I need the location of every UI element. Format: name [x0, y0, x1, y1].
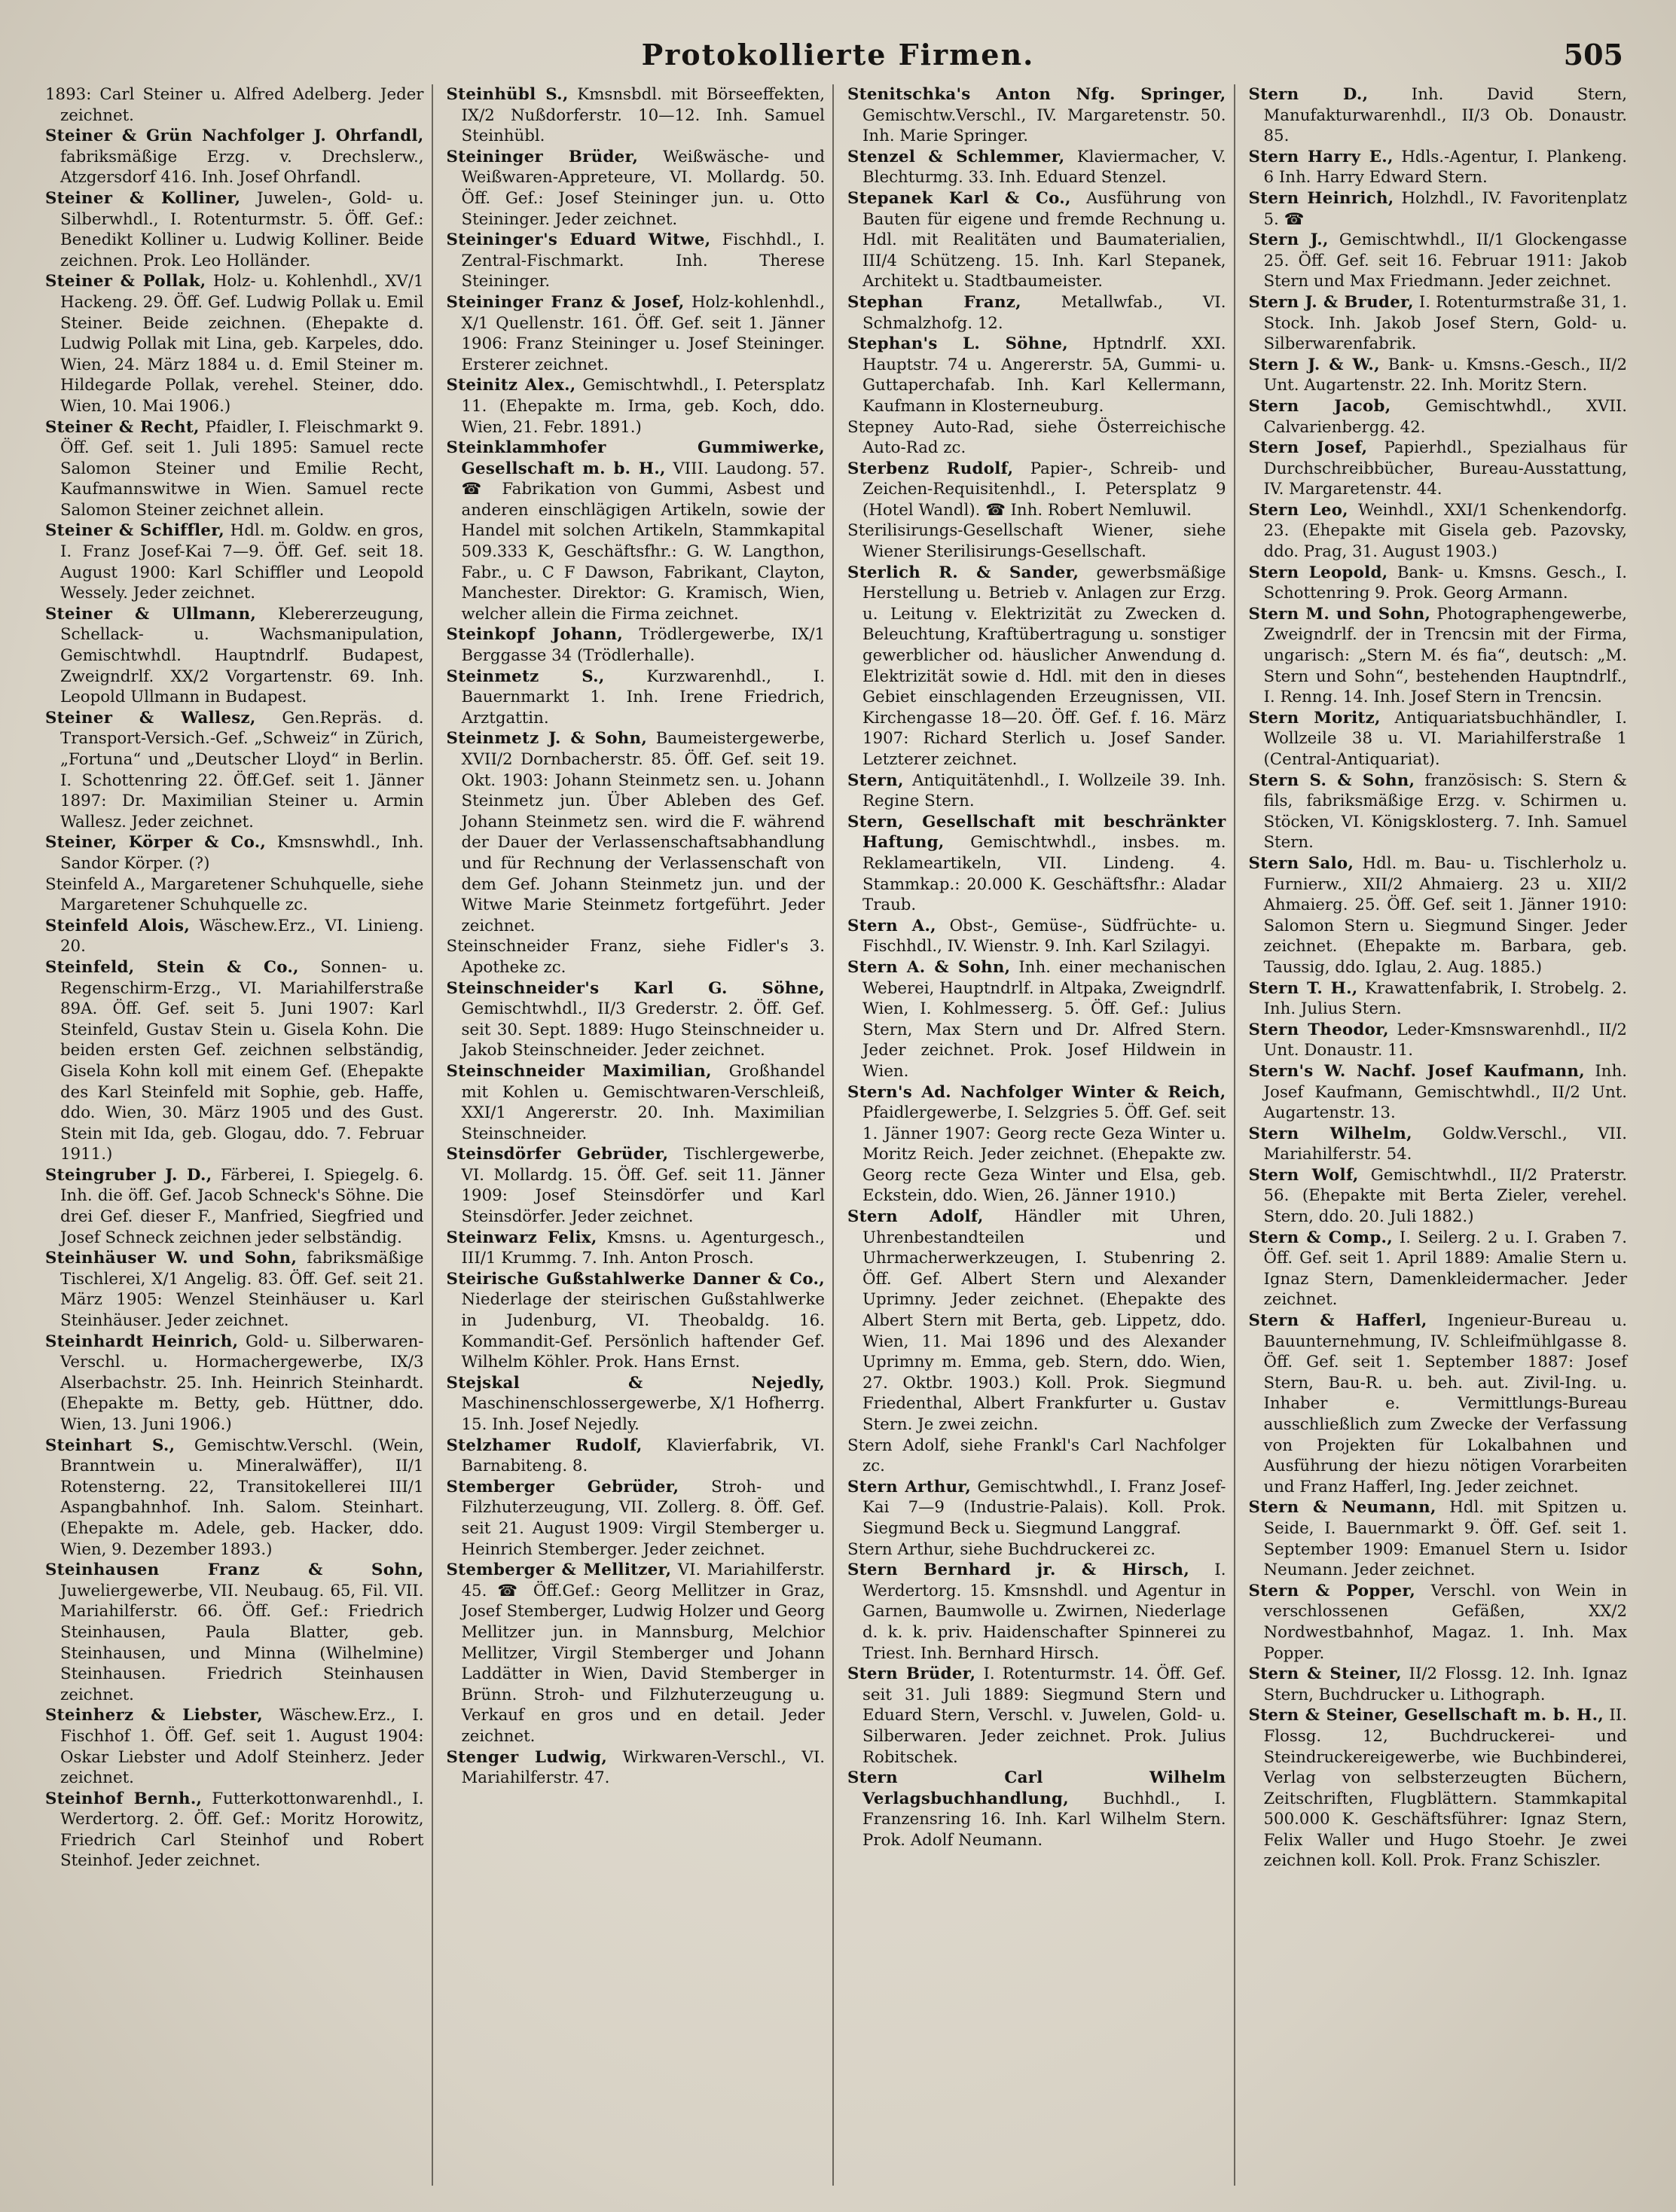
- firm-details: Gemischtwhdl., insbes. m. Reklameartikeln, VII. Lindeng. 4. Stammkap.: 20.000 K. Geschäftsfhr.: Aladar Traub.: [862, 833, 1226, 915]
- firm-details: Wäschew.Erz., VI. Linieng. 20.: [60, 916, 424, 956]
- firm-entry: [847, 1207, 1226, 1436]
- firm-entry: [447, 147, 826, 230]
- firm-name: Stern D.,: [1248, 85, 1369, 104]
- firm-entry: [847, 1436, 1226, 1477]
- firm-name: Steininger Brüder,: [446, 147, 639, 166]
- firm-details: Großhandel mit Kohlen u. Gemischtwaren-Verschleiß, XXI/1 Angererstr. 20. Inh. Maximilian Steinschneider.: [461, 1061, 826, 1143]
- firm-name: Steiner & Schiffler,: [45, 521, 224, 541]
- firm-details: Holzhdl., IV. Favoritenplatz 5. ☎: [1263, 188, 1627, 229]
- firm-details: Gold- u. Silberwaren-Verschl. u. Hormachergewerbe, IX/3 Alserbachstr. 25. Inh. Heinrich Steinhardt. (Ehepakte m. Betty, geb. Hüttner, ddo. Wien, 13. Juni 1906.): [60, 1332, 424, 1434]
- firm-name: Steinhübl S.,: [446, 85, 569, 104]
- firm-entry: [847, 957, 1226, 1082]
- firm-details: Inh. Josef Kaufmann, Gemischtwhdl., II/2 Unt. Augartenstr. 13.: [1263, 1061, 1627, 1123]
- firm-entry: [1249, 438, 1628, 500]
- firm-details: Juweliergewerbe, VII. Neubaug. 65, Fil. VII. Mariahilferstr. 66. Öff. Gef.: Friedrich Steinhausen, Paula Blatter, geb. Steinhausen, und Minna (Wilhelmine) Steinhausen. Friedrich Steinhausen zeichnet.: [60, 1581, 424, 1704]
- firm-details: Metallwfab., VI. Schmalzhofg. 12.: [862, 292, 1226, 333]
- firm-entry: [45, 1248, 424, 1331]
- firm-entry: [847, 147, 1226, 188]
- firm-details: Stepney Auto-Rad, siehe Österreichische Auto-Rad zc.: [847, 417, 1226, 458]
- firm-entry: [847, 334, 1226, 416]
- firm-name: Steiner & Grün Nachfolger J. Ohrfandl,: [45, 127, 424, 146]
- firm-name: Stern & Neumann,: [1248, 1498, 1436, 1518]
- firm-details: Gemischtwhdl., XVII. Calvarienbergg. 42.: [1263, 396, 1628, 437]
- firm-details: Klavierfabrik, VI. Barnabiteng. 8.: [461, 1436, 825, 1476]
- firm-details: Kmsnswhdl., Inh. Sandor Körper. (?): [60, 833, 424, 873]
- firm-details: I. Rotenturmstr. 14. Öff. Gef. seit 31. Juli 1889: Siegmund Stern und Eduard Stern, Verschl. v. Juwelen, Gold- u. Silberwaren. Jeder zeichnet. Prok. Julius Robitschek.: [862, 1664, 1226, 1767]
- firm-entry: [847, 1664, 1226, 1768]
- firm-details: Holz-kohlenhdl., X/1 Quellenstr. 161. Öff. Gef. seit 1. Jänner 1906: Franz Steininger u. Josef Steininger. Ersterer zeichnet.: [461, 292, 825, 374]
- firm-entry: [1249, 853, 1628, 978]
- firm-name: Stern,: [847, 770, 904, 790]
- firm-name: Steinhart S.,: [45, 1436, 176, 1455]
- firm-details: Fischhdl., I. Zentral-Fischmarkt. Inh. Therese Steininger.: [461, 230, 825, 291]
- firm-entry: [45, 874, 424, 916]
- firm-name: Stern J. & W.,: [1248, 355, 1380, 374]
- firm-name: Stern Wolf,: [1248, 1165, 1359, 1185]
- firm-name: Stenitschka's Anton Nfg. Springer,: [847, 85, 1226, 104]
- firm-name: Stern Carl Wilhelm Verlagsbuchhandlung,: [847, 1768, 1226, 1808]
- firm-name: Steiner & Wallesz,: [45, 708, 256, 728]
- column-4: [1249, 84, 1635, 2186]
- firm-entry: [447, 1477, 826, 1560]
- firm-entry: [1249, 1497, 1628, 1580]
- firm-entry: [447, 1747, 826, 1789]
- firm-entry: [1249, 147, 1628, 188]
- firm-name: Steingruber J. D.,: [45, 1165, 212, 1185]
- firm-entry: [1249, 396, 1628, 438]
- firm-name: Stern & Steiner,: [1248, 1664, 1402, 1684]
- firm-entry: [847, 770, 1226, 812]
- firm-name: Steinhof Bernh.,: [45, 1789, 203, 1808]
- firm-entry: [1249, 1581, 1628, 1664]
- firm-details: II. Flossg. 12, Buchdruckerei- und Steindruckereigewerbe, wie Buchbinderei, Verlag von selbsterzeugten Büchern, Zeitschriften, Flugblättern. Stammkapital 500.000 K. Geschäftsführer: Ignaz Stern, Felix Waller und Hugo Stoehr. Je zwei zeichnen koll. Koll. Prok. Franz Schiszler.: [1263, 1706, 1627, 1871]
- firm-entry: [447, 375, 826, 438]
- firm-details: Hdl. m. Bau- u. Tischlerholz u. Furnierw., XII/2 Ahmaierg. 23 u. XII/2 Ahmaierg. 25. Öff. Gef. seit 1. Jänner 1910: Salomon Stern u. Siegmund Singer. Jeder zeichnet. (Ehepakte m. Barbara, geb. Taussig, ddo. Iglau, 2. Aug. 1885.): [1263, 853, 1627, 977]
- firm-details: Ausführung von Bauten für eigene und fremde Rechnung u. Hdl. mit Realitäten und Baumaterialien, III/4 Schützeng. 15. Inh. Karl Stepanek, Architekt u. Stadtbaumeister.: [862, 188, 1226, 291]
- firm-entry: [45, 188, 424, 271]
- firm-details: Kmsns. u. Agenturgesch., III/1 Krummg. 7. Inh. Anton Prosch.: [461, 1228, 825, 1268]
- firm-name: Stern's W. Nachf. Josef Kaufmann,: [1248, 1061, 1585, 1081]
- firm-name: Stern, Gesellschaft mit beschränkter Haftung,: [847, 812, 1226, 853]
- firm-entry: [447, 84, 826, 147]
- firm-details: Kurzwarenhdl., I. Bauernmarkt 1. Inh. Irene Friedrich, Arztgattin.: [461, 667, 825, 728]
- firm-name: Stern Salo,: [1248, 853, 1354, 873]
- firm-name: Stern & Popper,: [1248, 1581, 1416, 1600]
- firm-name: Steinwarz Felix,: [446, 1228, 597, 1247]
- firm-name: Steinhardt Heinrich,: [45, 1332, 239, 1351]
- firm-entry: [1249, 1061, 1628, 1124]
- firm-details: Krawattenfabrik, I. Strobelg. 2. Inh. Julius Stern.: [1263, 978, 1627, 1019]
- firm-details: Wirkwaren-Verschl., VI. Mariahilferstr. 47.: [461, 1747, 825, 1788]
- firm-entry: [45, 417, 424, 521]
- firm-name: Stephan Franz,: [847, 292, 1021, 312]
- firm-entry: [847, 188, 1226, 292]
- firm-entry: [447, 230, 826, 292]
- firm-name: Steirische Gußstahlwerke Danner & Co.,: [446, 1269, 825, 1289]
- firm-entry: [45, 126, 424, 188]
- firm-name: Stern M. und Sohn,: [1248, 604, 1431, 624]
- firm-details: Stern Arthur, siehe Buchdruckerei zc.: [847, 1539, 1156, 1559]
- firm-details: fabriksmäßige Tischlerei, X/1 Angelig. 83. Öff. Gef. seit 21. März 1905: Wenzel Steinhäuser u. Karl Steinhäuser. Jeder zeichnet.: [60, 1249, 424, 1331]
- firm-name: Steinmetz J. & Sohn,: [446, 729, 648, 749]
- firm-entry: [45, 84, 424, 126]
- firm-entry: [1249, 1228, 1628, 1310]
- firm-entry: [1249, 1705, 1628, 1872]
- firm-details: Niederlage der steirischen Gußstahlwerke in Judenburg, VI. Theobaldg. 16. Kommandit-Gef. Persönlich haftender Gef. Wilhelm Köhler. Prok. Hans Ernst.: [461, 1290, 825, 1372]
- firm-entry: [447, 438, 826, 624]
- firm-entry: [447, 624, 826, 666]
- firm-details: gewerbsmäßige Herstellung u. Betrieb v. Anlagen zur Erzg. u. Leitung v. Elektrizität zu Zwecken d. Beleuchtung, Kraftübertragung u. sonstiger gewerblicher od. häuslicher Anwendung d. Elektrizität sowie d. Hdl. mit den in dieses Gebiet einschlagenden Erzeugnissen, VII. Kirchengasse 18—20. Öff. Gef. f. 16. März 1907: Richard Sterlich u. Josef Sander. Letzterer zeichnet.: [862, 563, 1226, 769]
- firm-details: Hdls.-Agentur, I. Plankeng. 6 Inh. Harry Edward Stern.: [1263, 147, 1627, 188]
- firm-details: Färberei, I. Spiegelg. 6. Inh. die öff. Gef. Jacob Schneck's Söhne. Die drei Gef. dieser F., Manfried, Siegfried und Josef Schneck zeichnen jeder selbständig.: [60, 1165, 424, 1247]
- firm-entry: [45, 916, 424, 957]
- firm-name: Stern Leopold,: [1248, 563, 1388, 582]
- firm-name: Stern Theodor,: [1248, 1020, 1389, 1039]
- firm-entry: [847, 292, 1226, 334]
- firm-entry: [847, 1477, 1226, 1539]
- firm-details: Futterkottonwarenhdl., I. Werdertorg. 2. Öff. Gef.: Moritz Horowitz, Friedrich Carl Steinhof und Robert Steinhof. Jeder zeichnet.: [60, 1789, 424, 1871]
- firm-details: I. Rotenturmstraße 31, 1. Stock. Inh. Jakob Josef Stern, Gold- u. Silberwarenfabrik.: [1263, 292, 1627, 354]
- firm-details: fabriksmäßige Erzg. v. Drechslerw., Atzgersdorf 416. Inh. Josef Ohrfandl.: [60, 147, 424, 188]
- firm-name: Stern S. & Sohn,: [1248, 770, 1415, 790]
- firm-details: VI. Mariahilferstr. 45. ☎ Öff.Gef.: Georg Mellitzer in Graz, Josef Stemberger, Ludwig Holzer und Georg Mellitzer jun. in Mannsburg, Melchior Mellitzer, Virgil Stemberger und Johann Laddätter in Wien, David Stemberger in Brünn. Stroh- und Filzhuterzeugung u. Verkauf en gros und en detail. Jeder zeichnet.: [461, 1561, 825, 1746]
- firm-entry: [1249, 292, 1628, 355]
- firm-details: Buchhdl., I. Franzensring 16. Inh. Karl Wilhelm Stern. Prok. Adolf Neumann.: [862, 1789, 1226, 1850]
- firm-entry: [847, 417, 1226, 459]
- firm-entry: [447, 1373, 826, 1436]
- firm-entry: [45, 1436, 424, 1561]
- firm-name: Stern & Steiner, Gesellschaft m. b. H.,: [1248, 1706, 1604, 1725]
- firm-name: Stern Bernhard jr. & Hirsch,: [847, 1561, 1190, 1580]
- firm-name: Steinkopf Johann,: [446, 625, 624, 645]
- firm-entry: [1249, 355, 1628, 396]
- column-2: [447, 84, 835, 2186]
- firm-entry: [447, 1228, 826, 1269]
- firm-entry: [45, 708, 424, 833]
- firm-details: Baumeistergewerbe, XVII/2 Dornbacherstr. 85. Öff. Gef. seit 19. Okt. 1903: Johann Steinmetz sen. u. Johann Steinmetz jun. Über Ableben des Gef. Johann Steinmetz sen. wird die F. während der Dauer der Verlassenschaftsabhandlung und für Rechnung der Verlassenschaft von dem Gef. Johann Steinmetz jun. und der Witwe Marie Steinmetz fortgeführt. Jeder zeichnet.: [461, 729, 825, 935]
- firm-entry: [1249, 978, 1628, 1020]
- firm-name: Steinschneider's Karl G. Söhne,: [446, 978, 825, 998]
- firm-details: Papierhdl., Spezialhaus für Durchschreibbücher, Bureau-Ausstattung, IV. Margaretenstr. 44.: [1263, 438, 1627, 499]
- firm-name: Stern J. & Bruder,: [1248, 292, 1414, 312]
- running-title: Protokollierte Firmen.: [641, 38, 1035, 72]
- firm-entry: [1249, 188, 1628, 230]
- firm-entry: [847, 459, 1226, 521]
- firm-details: I. Seilerg. 2 u. I. Graben 7. Öff. Gef. seit 1. April 1889: Amalie Stern u. Ignaz Stern, Damenkleidermacher. Jeder zeichnet.: [1263, 1228, 1627, 1310]
- firm-entry: [447, 1436, 826, 1477]
- firm-details: Juwelen-, Gold- u. Silberwhdl., I. Rotenturmstr. 5. Öff. Gef.: Benedikt Kolliner u. Ludwig Kolliner. Beide zeichnen. Prok. Leo Holländer.: [60, 188, 424, 270]
- firm-name: Steiner, Körper & Co.,: [45, 833, 267, 853]
- firm-details: Gemischtwhdl., II/1 Glockengasse 25. Öff. Gef. seit 16. Februar 1911: Jakob Stern und Max Friedmann. Jeder zeichnet.: [1263, 230, 1627, 291]
- firm-entry: [45, 520, 424, 603]
- firm-name: Steiner & Pollak,: [45, 272, 206, 291]
- firm-details: Wäschew.Erz., I. Fischhof 1. Öff. Gef. seit 1. August 1904: Oskar Liebster und Adolf Steinherz. Jeder zeichnet.: [60, 1706, 424, 1788]
- firm-entry: [1249, 770, 1628, 853]
- firm-name: Stern & Hafferl,: [1248, 1311, 1427, 1331]
- firm-details: Sterilisirungs-Gesellschaft Wiener, siehe Wiener Sterilisirungs-Gesellschaft.: [847, 521, 1226, 562]
- firm-details: Gen.Repräs. d. Transport-Versich.-Gef. „Schweiz“ in Zürich, „Fortuna“ und „Deutscher Lloyd“ in Berlin. I. Schottenring 22. Öff.Gef. seit 1. Jänner 1897: Dr. Maximilian Steiner u. Armin Wallesz. Jeder zeichnet.: [60, 708, 424, 831]
- firm-name: Stern Leo,: [1248, 500, 1348, 520]
- firm-entry: [1249, 1664, 1628, 1705]
- firm-name: Steinmetz S.,: [446, 667, 605, 686]
- firm-name: Steiner & Ullmann,: [45, 604, 257, 624]
- firm-details: Maschinenschlossergewerbe, X/1 Hofherrg. 15. Inh. Josef Nejedly.: [461, 1394, 825, 1434]
- firm-entry: [45, 604, 424, 708]
- firm-details: Holz- u. Kohlenhdl., XV/1 Hackeng. 29. Öff. Gef. Ludwig Pollak u. Emil Steiner. Beide zeichnen. (Ehepakte d. Ludwig Pollak mit Lina, geb. Karpeles, ddo. Wien, 24. März 1884 u. d. Emil Steiner m. Hildegarde Pollak, verehel. Steiner, ddo. Wien, 10. Mai 1906.): [60, 272, 424, 416]
- firm-details: VIII. Laudong. 57. ☎ Fabrikation von Gummi, Asbest und anderen einschlägigen Artikeln, sowie der Handel mit solchen Artikeln, Stammkapital 509.333 K, Geschäftsfhr.: G. W. Langthon, Fabr., u. C F Dawson, Fabrikant, Clayton, Manchester. Direktor: G. Kramisch, Wien, welcher allein die Firma zeichnet.: [461, 459, 825, 624]
- firm-name: Stemberger & Mellitzer,: [446, 1561, 672, 1580]
- firm-details: Hdl. mit Spitzen u. Seide, I. Bauernmarkt 9. Öff. Gef. seit 1. September 1909: Emanuel Stern u. Isidor Neumann. Jeder zeichnet.: [1263, 1498, 1628, 1580]
- firm-details: Ingenieur-Bureau u. Bauunternehmung, IV. Schleifmühlgasse 8. Öff. Gef. seit 1. September 1887: Josef Stern, Bau-R. u. beh. aut. Zivil-Ing. u. Inhaber e. Vermittlungs-Bureau ausschließlich zum Zwecke der Verfassung von Projekten für Lokalbahnen und Ausführung der hiezu nötigen Vorarbeiten und Franz Hafferl, Ing. Jeder zeichnet.: [1263, 1311, 1627, 1497]
- firm-entry: [447, 667, 826, 729]
- firm-entry: [45, 1789, 424, 1872]
- firm-details: Antiquitätenhdl., I. Wollzeile 39. Inh. Regine Stern.: [862, 770, 1226, 811]
- firm-details: Weißwäsche- und Weißwaren-Appreteure, VI. Mollardg. 50. Öff. Gef.: Josef Steininger jun. u. Otto Steininger. Jeder zeichnet.: [461, 147, 825, 229]
- firm-name: Steinsdörfer Gebrüder,: [446, 1145, 669, 1164]
- firm-entry: [45, 1332, 424, 1436]
- firm-name: Stern Moritz,: [1248, 708, 1381, 728]
- firm-name: Stepanek Karl & Co.,: [847, 188, 1071, 208]
- firm-details: Goldw.Verschl., VII. Mariahilferstr. 54.: [1263, 1124, 1627, 1164]
- firm-name: Stern's Ad. Nachfolger Winter & Reich,: [847, 1082, 1226, 1102]
- firm-details: Gemischtw.Verschl., IV. Margaretenstr. 50. Inh. Marie Springer.: [862, 105, 1226, 146]
- firm-details: Gemischtwhdl., I. Petersplatz 11. (Ehepakte m. Irma, geb. Koch, ddo. Wien, 21. Febr. 1891.): [461, 376, 825, 437]
- firm-name: Stenger Ludwig,: [446, 1747, 608, 1767]
- firm-name: Stern Jacob,: [1248, 396, 1391, 416]
- firm-name: Steinfeld Alois,: [45, 916, 191, 935]
- firm-details: 1893: Carl Steiner u. Alfred Adelberg. Jeder zeichnet.: [45, 85, 424, 125]
- firm-details: Tischlergewerbe, VI. Mollardg. 15. Öff. Gef. seit 11. Jänner 1909: Josef Steinsdörfer und Karl Steinsdörfer. Jeder zeichnet.: [461, 1145, 825, 1227]
- firm-entry: [847, 1768, 1226, 1850]
- firm-details: Bank- u. Kmsns. Gesch., I. Schottenring 9. Prok. Georg Armann.: [1263, 563, 1628, 603]
- firm-entry: [847, 1539, 1226, 1561]
- firm-name: Sterlich R. & Sander,: [847, 563, 1079, 582]
- firm-details: Steinschneider Franz, siehe Fidler's 3. Apotheke zc.: [446, 937, 825, 977]
- firm-entry: [447, 292, 826, 375]
- firm-details: Pfaidler, I. Fleischmarkt 9. Öff. Gef. seit 1. Juli 1895: Samuel recte Salomon Steiner und Emilie Recht, Kaufmannswitwe in Wien. Samuel recte Salomon Steiner zeichnet allein.: [60, 417, 424, 520]
- firm-details: Kmsnsbdl. mit Börseeffekten, IX/2 Nußdorferstr. 10—12. Inh. Samuel Steinhübl.: [461, 85, 825, 146]
- firm-details: Bank- u. Kmsns.-Gesch., II/2 Unt. Augartenstr. 22. Inh. Moritz Stern.: [1263, 355, 1627, 395]
- firm-entry: [847, 84, 1226, 147]
- firm-entry: [447, 978, 826, 1061]
- firm-entry: [1249, 1020, 1628, 1061]
- firm-details: Inh. einer mechanischen Weberei, Hauptndrlf. in Altpaka, Zweigndrlf. Wien, I. Kohlmesserg. 5. Öff. Gef.: Julius Stern, Max Stern und Dr. Alfred Stern. Jeder zeichnet. Prok. Josef Hildwein in Wien.: [862, 957, 1226, 1081]
- firm-entry: [1249, 708, 1628, 770]
- firm-details: Hdl. m. Goldw. en gros, I. Franz Josef-Kai 7—9. Öff. Gef. seit 18. August 1900: Karl Schiffler und Leopold Wessely. Jeder zeichnet.: [60, 521, 424, 603]
- firm-entry: [1249, 563, 1628, 604]
- firm-entry: [45, 832, 424, 874]
- firm-details: Klebererzeugung, Schellack- u. Wachsmanipulation, Gemischtwhdl. Hauptndrlf. Budapest, Zweigndrlf. XX/2 Vorgartenstr. 69. Inh. Leopold Ullmann in Budapest.: [60, 604, 424, 707]
- firm-entry: [847, 520, 1226, 562]
- firm-details: Händler mit Uhren, Uhrenbestandteilen und Uhrmacherwerkzeugen, I. Stubenring 2. Öff. Gef. Albert Stern und Alexander Uprimny. Jeder zeichnet. (Ehepakte des Albert Stern mit Berta, geb. Lippetz, ddo. Wien, 11. Mai 1896 und des Alexander Uprimny m. Emma, geb. Stern, ddo. Wien, 27. Oktbr. 1903.) Koll. Prok. Siegmund Friedenthal, Albert Frankfurter u. Gustav Stern. Je zwei zeichn.: [862, 1207, 1226, 1434]
- firm-entry: [1249, 500, 1628, 563]
- firm-entry: [1249, 1165, 1628, 1228]
- firm-details: Hptndrlf. XXI. Hauptstr. 74 u. Angererstr. 5A, Gummi- u. Guttaperchafab. Inh. Karl Kellermann, Kaufmann in Klosterneuburg.: [862, 334, 1226, 416]
- firm-entry: [45, 1165, 424, 1248]
- firm-details: Stroh- und Filzhuterzeugung, VII. Zollerg. 8. Öff. Gef. seit 21. August 1909: Virgil Stemberger u. Heinrich Stemberger. Jeder zeichnet.: [461, 1477, 825, 1559]
- firm-entry: [45, 957, 424, 1165]
- firm-entry: [447, 1269, 826, 1373]
- firm-entry: [847, 812, 1226, 916]
- firm-name: Stern J.,: [1248, 230, 1329, 250]
- firm-name: Stern Harry E.,: [1248, 147, 1394, 166]
- firm-entry: [447, 1560, 826, 1747]
- firm-details: Weinhdl., XXI/1 Schenkendorfg. 23. (Ehepakte mit Gisela geb. Pazovsky, ddo. Prag, 31. August 1903.): [1263, 500, 1628, 562]
- firm-entry: [1249, 604, 1628, 708]
- firm-name: Stemberger Gebrüder,: [446, 1477, 679, 1497]
- firm-name: Stenzel & Schlemmer,: [847, 147, 1065, 166]
- firm-name: Stern Heinrich,: [1248, 188, 1394, 208]
- firm-entry: [1249, 1310, 1628, 1497]
- firm-entry: [447, 1144, 826, 1227]
- firm-details: I. Werdertorg. 15. Kmsnshdl. und Agentur in Garnen, Baumwolle u. Zwirnen, Niederlage d. k. k. priv. Haidenschafter Spinnerei zu Triest. Inh. Bernhard Hirsch.: [862, 1561, 1226, 1663]
- firm-name: Steinhausen Franz & Sohn,: [45, 1561, 424, 1580]
- firm-details: II/2 Flossg. 12. Inh. Ignaz Stern, Buchdrucker u. Lithograph.: [1263, 1664, 1627, 1704]
- firm-details: Gemischtwhdl., II/2 Praterstr. 56. (Ehepakte mit Berta Zieler, verehel. Stern, ddo. 20. Juli 1882.): [1263, 1165, 1627, 1227]
- firm-name: Stern & Comp.,: [1248, 1228, 1393, 1247]
- page-number: 505: [1563, 38, 1623, 72]
- firm-details: Papier-, Schreib- und Zeichen-Requisitenhdl., I. Petersplatz 9 (Hotel Wandl). ☎ Inh. Robert Nemluwil.: [862, 459, 1226, 520]
- firm-name: Steinherz & Liebster,: [45, 1706, 263, 1725]
- firm-name: Stern Josef,: [1248, 438, 1368, 458]
- firm-details: Pfaidlergewerbe, I. Selzgries 5. Öff. Gef. seit 1. Jänner 1907: Georg recte Geza Winter u. Moritz Reich. Jeder zeichnet. (Ehepakte zw. Georg recte Geza Winter und Elsa, geb. Eckstein, ddo. Wien, 26. Jänner 1910.): [862, 1103, 1226, 1206]
- firm-entry: [45, 271, 424, 416]
- firm-name: Steinfeld, Stein & Co.,: [45, 957, 299, 977]
- firm-details: Inh. David Stern, Manufakturwarenhdl., II/3 Ob. Donaustr. 85.: [1263, 85, 1628, 146]
- firm-name: Stelzhamer Rudolf,: [446, 1436, 643, 1455]
- firm-entry: [1249, 230, 1628, 292]
- firm-details: Sonnen- u. Regenschirm-Erzg., VI. Mariahilferstraße 89A. Öff. Gef. seit 5. Juni 1907: Karl Steinfeld, Gustav Stein u. Gisela Kohn. Die beiden ersten Gef. zeichnen selbständig, Gisela Kohn koll mit einem Gef. (Ehepakte des Karl Steinfeld mit Sophie, geb. Haffe, ddo. Wien, 30. März 1905 und des Gust. Stein mit Ida, geb. Glogau, ddo. 7. Februar 1911.): [60, 957, 424, 1164]
- firm-name: Steinschneider Maximilian,: [446, 1061, 712, 1081]
- firm-name: Steininger's Eduard Witwe,: [446, 230, 711, 250]
- firm-details: Photographengewerbe, Zweigndrlf. der in Trencsin mit der Firma, ungarisch: „Stern M. és fia“, deutsch: „M. Stern und Sohn“, bestehenden Hauptndrlf., I. Renng. 14. Inh. Josef Stern in Trencsin.: [1263, 604, 1627, 707]
- firm-entry: [447, 936, 826, 978]
- firm-entry: [847, 563, 1226, 770]
- firm-details: Obst-, Gemüse-, Südfrüchte- u. Fischhdl., IV. Wienstr. 9. Inh. Karl Szilagyi.: [862, 916, 1226, 956]
- firm-name: Stern Adolf,: [847, 1207, 984, 1227]
- column-3: [847, 84, 1235, 2186]
- firm-details: Antiquariatsbuchhändler, I. Wollzeile 38 u. VI. Mariahilferstraße 1 (Central-Antiquariat).: [1263, 708, 1627, 769]
- page-header: [45, 38, 1631, 83]
- firm-name: Stephan's L. Söhne,: [847, 334, 1068, 354]
- firm-entry: [45, 1560, 424, 1705]
- firm-name: Steinklammhofer Gummiwerke, Gesellschaft m. b. H.,: [446, 438, 825, 478]
- firm-entry: [45, 1705, 424, 1788]
- firm-name: Stern T. H.,: [1248, 978, 1358, 998]
- firm-details: Gemischtw.Verschl. (Wein, Branntwein u. Mineralwäffer), II/1 Rotensterng. 22, Transitokellerei III/1 Aspangbahnhof. Inh. Salom. Steinhart. (Ehepakte m. Adele, geb. Hacker, ddo. Wien, 9. Dezember 1893.): [60, 1436, 424, 1559]
- firm-details: Gemischtwhdl., I. Franz Josef-Kai 7—9 (Industrie-Palais). Koll. Prok. Siegmund Beck u. Siegmund Langgraf.: [862, 1477, 1226, 1538]
- firm-name: Steinhäuser W. und Sohn,: [45, 1249, 298, 1268]
- firm-details: Steinfeld A., Margaretener Schuhquelle, siehe Margaretener Schuhquelle zc.: [45, 874, 424, 915]
- firm-entry: [1249, 1124, 1628, 1165]
- firm-details: französisch: S. Stern & fils, fabriksmäßige Erzg. v. Schirmen u. Stöcken, VI. Königsklosterg. 7. Inh. Samuel Stern.: [1263, 770, 1627, 853]
- firm-name: Stejskal & Nejedly,: [446, 1373, 825, 1393]
- firm-name: Sterbenz Rudolf,: [847, 459, 1014, 478]
- directory-columns: [45, 84, 1635, 2186]
- firm-name: Stern Brüder,: [847, 1664, 976, 1684]
- firm-entry: [447, 1061, 826, 1144]
- firm-entry: [447, 728, 826, 936]
- firm-name: Steiner & Recht,: [45, 417, 200, 437]
- firm-name: Stern A. & Sohn,: [847, 957, 1011, 977]
- firm-details: Stern Adolf, siehe Frankl's Carl Nachfolger zc.: [847, 1436, 1226, 1476]
- firm-name: Steiner & Kolliner,: [45, 188, 241, 208]
- column-1: [45, 84, 433, 2186]
- firm-name: Stern Wilhelm,: [1248, 1124, 1412, 1143]
- firm-entry: [847, 1560, 1226, 1664]
- firm-entry: [1249, 84, 1628, 147]
- firm-details: Klaviermacher, V. Blechturmg. 33. Inh. Eduard Stenzel.: [862, 147, 1226, 188]
- firm-name: Steininger Franz & Josef,: [446, 292, 685, 312]
- firm-details: Verschl. von Wein in verschlossenen Gefäßen, XX/2 Nordwestbahnhof, Magaz. 1. Inh. Max Popper.: [1263, 1581, 1627, 1663]
- firm-details: Leder-Kmsnswarenhdl., II/2 Unt. Donaustr. 11.: [1263, 1020, 1627, 1060]
- firm-entry: [847, 1082, 1226, 1207]
- firm-details: Trödlergewerbe, IX/1 Berggasse 34 (Trödlerhalle).: [461, 625, 825, 666]
- firm-name: Stern Arthur,: [847, 1477, 972, 1497]
- firm-name: Stern A.,: [847, 916, 936, 935]
- firm-name: Steinitz Alex.,: [446, 376, 576, 395]
- firm-entry: [847, 916, 1226, 957]
- firm-details: Gemischtwhdl., II/3 Grederstr. 2. Öff. Gef. seit 30. Sept. 1889: Hugo Steinschneider u. Jakob Steinschneider. Jeder zeichnet.: [461, 999, 825, 1060]
